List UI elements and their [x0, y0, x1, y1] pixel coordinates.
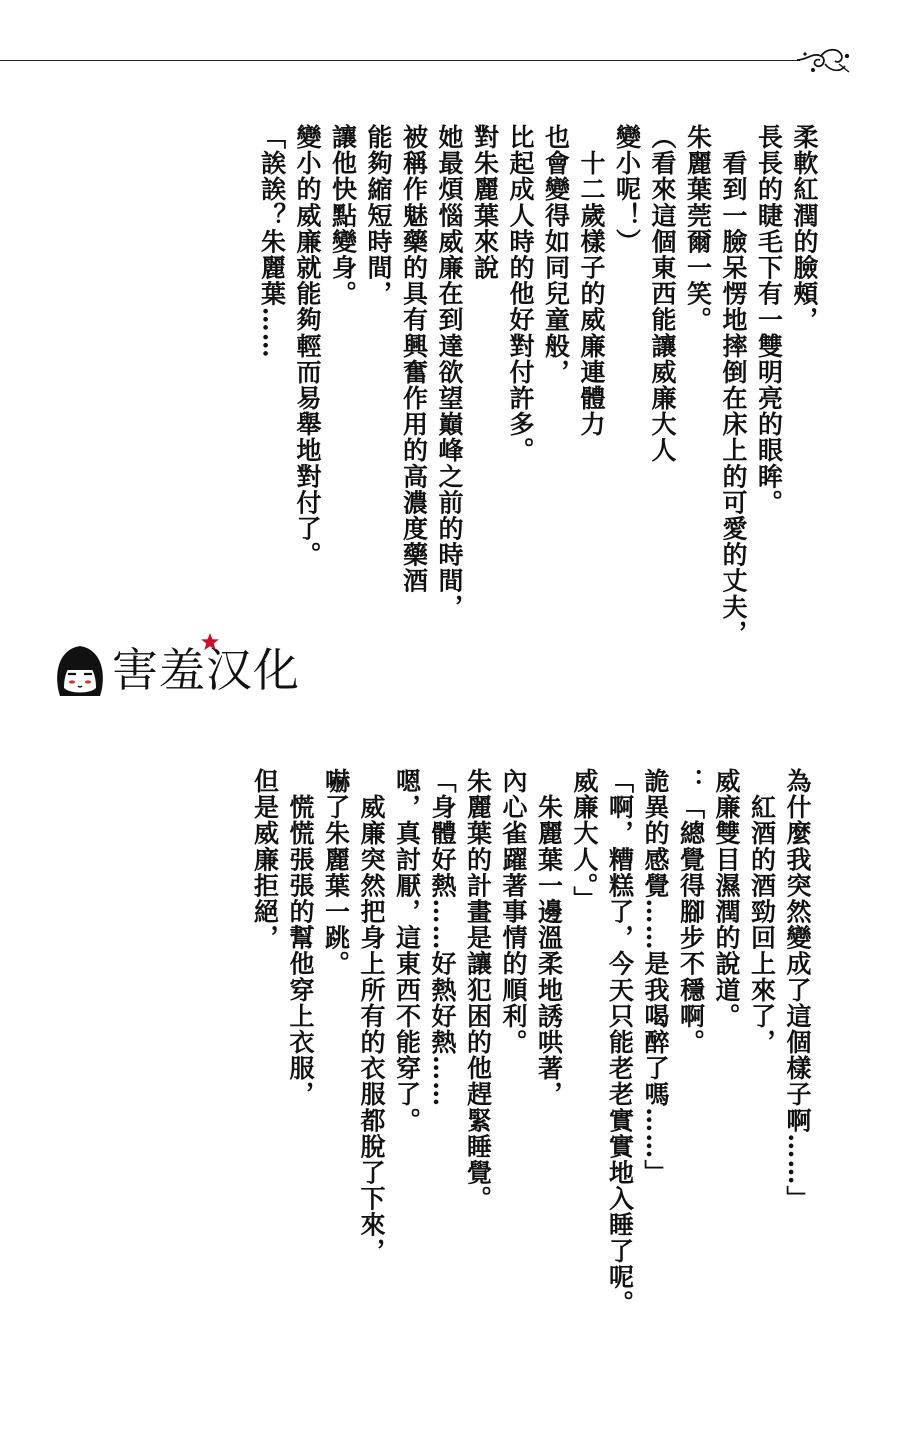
text-line: 紅酒的酒勁回上來了， — [747, 768, 777, 1056]
text-line: 威廉大人。」 — [570, 768, 599, 913]
star-icon — [200, 632, 220, 652]
text-line: 朱麗葉莞爾一笑。 — [683, 124, 713, 333]
text-line: （看來這個東西能讓威廉大人 — [648, 124, 677, 464]
header-rule — [0, 60, 800, 61]
text-line: 嗯，真討厭，這東西不能穿了。 — [392, 768, 422, 1134]
text-line: 十二歲樣子的威廉連體力 — [577, 124, 606, 438]
text-line: 朱麗葉一邊溫柔地誘哄著， — [534, 768, 564, 1108]
text-line: 詭異的感覺……是我喝醉了嗎……」 — [641, 768, 670, 1186]
text-line: 內心雀躍著事情的順利。 — [499, 768, 528, 1056]
text-line: 讓他快點變身。 — [328, 124, 358, 307]
text-line: 朱麗葉的計畫是讓犯困的他趕緊睡覺。 — [463, 768, 493, 1212]
text-line: 慌慌張張的幫他穿上衣服， — [286, 768, 315, 1108]
text-line: 「啊，糟糕了，今天只能老老實實地入睡了呢。 — [605, 768, 635, 1317]
text-line: 為什麼我突然變成了這個樣子啊……」 — [783, 768, 812, 1212]
text-line: 但是威廉拒絕， — [250, 768, 280, 951]
text-line: 變小的威廉就能夠輕而易舉地對付了。 — [293, 124, 322, 568]
text-line: 比起成人時的他好對付許多。 — [506, 124, 535, 464]
text-block-upper — [254, 124, 822, 824]
text-line: 「身體好熱……好熱好熱…… — [428, 768, 457, 1108]
text-line: 威廉突然把身上所有的衣服都脫了下來， — [357, 768, 386, 1264]
text-line: 長長的睫毛下有一雙明亮的眼眸。 — [754, 124, 784, 516]
text-line: 柔軟紅潤的臉頰， — [790, 124, 819, 333]
girl-face-icon — [50, 638, 110, 700]
text-line: 對朱麗葉來說 — [470, 124, 500, 281]
text-line: 能夠縮短時間， — [364, 124, 393, 307]
scanlation-logo — [50, 632, 300, 712]
text-block-lower — [247, 768, 815, 1408]
text-line: 她最煩惱威廉在到達欲望巔峰之前的時間， — [435, 124, 464, 620]
logo-text: 害羞汉化 — [112, 643, 300, 697]
text-line: ：「總覺得腳步不穩啊。 — [676, 768, 706, 1056]
flourish-ornament-icon — [795, 42, 855, 78]
text-line: 變小呢！） — [612, 124, 642, 255]
text-line: 威廉雙目濕潤的說道。 — [712, 768, 741, 1029]
text-line: 被稱作魅藥的具有興奮作用的高濃度藥酒 — [399, 124, 429, 594]
text-line: 也會變得如同兒童般， — [541, 124, 571, 385]
text-line: 嚇了朱麗葉一跳。 — [321, 768, 351, 977]
text-line: 看到一臉呆愣地摔倒在床上的可愛的丈夫， — [719, 124, 748, 646]
text-line: 「誒誒？朱麗葉…… — [257, 124, 287, 359]
